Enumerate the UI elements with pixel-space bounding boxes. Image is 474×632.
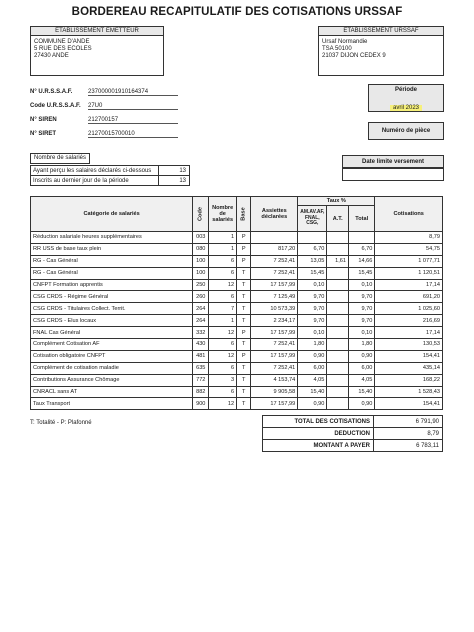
deduction-row	[263, 428, 443, 440]
id-label: N° SIREN	[30, 117, 57, 123]
cell-taux-3: 9,70	[348, 315, 374, 327]
salaries-label: Ayant perçu les salaires déclarés ci-dessous	[31, 166, 159, 176]
salaries-row	[31, 166, 190, 176]
cell-taux-1: 9,70	[298, 303, 327, 315]
piece-label: Numéro de pièce	[381, 128, 431, 134]
cell-cotisations: 1 528,43	[375, 386, 443, 398]
cell-assiette: 7 252,41	[251, 339, 298, 351]
cell-cotisations: 54,75	[375, 243, 443, 255]
cell-categorie: RG - Cas Général	[31, 267, 193, 279]
cell-nombre: 3	[209, 374, 237, 386]
col-header-assiettes: Assiettes déclarées	[251, 197, 298, 232]
montant-label: MONTANT A PAYER	[263, 440, 374, 452]
cell-categorie: Complément Cotisation AF	[31, 339, 193, 351]
cell-base: T	[237, 267, 251, 279]
cell-taux-2	[327, 327, 349, 339]
cell-base: T	[237, 279, 251, 291]
cell-code: 772	[193, 374, 209, 386]
cell-nombre: 12	[209, 279, 237, 291]
cell-assiette: 817,20	[251, 243, 298, 255]
cell-nombre: 6	[209, 339, 237, 351]
cell-assiette: 17 157,99	[251, 327, 298, 339]
cell-taux-1: 13,05	[298, 255, 327, 267]
cell-categorie: CSG CRDS - Elus locaux	[31, 315, 193, 327]
cell-categorie: Cotisation obligatoire CNFPT	[31, 350, 193, 362]
cell-categorie: RG - Cas Général	[31, 255, 193, 267]
cell-taux-1: 15,40	[298, 386, 327, 398]
cell-taux-2	[327, 339, 349, 351]
cell-base: T	[237, 303, 251, 315]
cell-taux-1: 0,10	[298, 279, 327, 291]
cell-assiette: 4 153,74	[251, 374, 298, 386]
cell-assiette: 2 234,17	[251, 315, 298, 327]
cell-cotisations: 17,14	[375, 327, 443, 339]
periode-box	[368, 84, 444, 112]
cell-categorie: CSG CRDS - Régime Général	[31, 291, 193, 303]
cell-taux-1: 0,90	[298, 350, 327, 362]
cell-taux-1: 4,05	[298, 374, 327, 386]
id-label: Code U.R.S.S.A.F.	[30, 103, 81, 109]
cell-assiette	[251, 232, 298, 244]
cell-nombre: 6	[209, 267, 237, 279]
cell-taux-3: 6,00	[348, 362, 374, 374]
cell-taux-3: 6,70	[348, 243, 374, 255]
cell-code: 264	[193, 303, 209, 315]
cell-base: P	[237, 255, 251, 267]
cell-code: 260	[193, 291, 209, 303]
cell-base: T	[237, 398, 251, 410]
cell-code: 080	[193, 243, 209, 255]
cell-assiette: 7 252,41	[251, 255, 298, 267]
cell-base: T	[237, 374, 251, 386]
cell-base: P	[237, 243, 251, 255]
cell-taux-2	[327, 386, 349, 398]
cell-code: 900	[193, 398, 209, 410]
cell-nombre: 1	[209, 315, 237, 327]
cell-nombre: 6	[209, 386, 237, 398]
cell-cotisations: 435,14	[375, 362, 443, 374]
cell-categorie: FNAL Cas Général	[31, 327, 193, 339]
table-row	[31, 303, 443, 315]
cell-base: P	[237, 232, 251, 244]
col-header-base-text: Base	[240, 207, 247, 221]
table-row	[31, 339, 443, 351]
cell-base: T	[237, 339, 251, 351]
cell-cotisations: 691,20	[375, 291, 443, 303]
cell-nombre: 12	[209, 327, 237, 339]
id-row	[30, 113, 190, 127]
cell-assiette: 10 573,39	[251, 303, 298, 315]
table-row	[31, 267, 443, 279]
montant-row	[263, 440, 443, 452]
id-value: 237000001910164374	[88, 89, 178, 96]
salaries-table	[30, 165, 190, 186]
urssaf-box	[318, 26, 444, 76]
cell-categorie: RR USS de base taux plein	[31, 243, 193, 255]
cell-nombre: 12	[209, 398, 237, 410]
cell-cotisations: 154,41	[375, 350, 443, 362]
emitter-line: COMMUNE D'ANDE	[34, 39, 90, 45]
date-limite-value-box	[342, 167, 444, 181]
cell-taux-2	[327, 279, 349, 291]
cell-nombre: 6	[209, 255, 237, 267]
cell-base: T	[237, 315, 251, 327]
cell-taux-3: 1,80	[348, 339, 374, 351]
cell-assiette: 7 252,41	[251, 362, 298, 374]
cell-taux-2	[327, 303, 349, 315]
cell-categorie: Réduction salariale heures supplémentaires	[31, 232, 193, 244]
table-row	[31, 232, 443, 244]
id-label: N° SIRET	[30, 131, 57, 137]
cell-code: 100	[193, 267, 209, 279]
total-value: 6 791,90	[374, 416, 443, 428]
cell-assiette: 17 157,99	[251, 398, 298, 410]
col-header-taux-1: AM.AV.AF, FNAL, CSG,	[298, 206, 327, 232]
cell-taux-3: 4,05	[348, 374, 374, 386]
cell-taux-3: 9,70	[348, 303, 374, 315]
montant-value: 6 783,11	[374, 440, 443, 452]
cell-taux-1: 0,90	[298, 398, 327, 410]
table-row	[31, 374, 443, 386]
cell-taux-1: 9,70	[298, 315, 327, 327]
salaries-label: Inscrits au dernier jour de la période	[31, 176, 159, 186]
total-label: TOTAL DES COTISATIONS	[263, 416, 374, 428]
periode-value: avril 2023	[390, 105, 422, 111]
cell-taux-3: 0,90	[348, 350, 374, 362]
legend: T: Totalité - P: Plafonné	[30, 420, 92, 426]
piece-box	[368, 122, 444, 140]
cell-categorie: CNFPT Formation apprentis	[31, 279, 193, 291]
cell-cotisations: 1 025,60	[375, 303, 443, 315]
cell-cotisations: 1 120,51	[375, 267, 443, 279]
cell-code: 250	[193, 279, 209, 291]
cell-taux-1: 15,45	[298, 267, 327, 279]
urssaf-heading: ETABLISSEMENT URSSAF	[319, 27, 443, 36]
col-header-code-text: Code	[197, 207, 204, 221]
id-label: N° U.R.S.S.A.F.	[30, 89, 73, 95]
table-header-row	[31, 197, 443, 206]
table-row	[31, 243, 443, 255]
id-value: 212700157	[88, 117, 178, 124]
urssaf-line: Ursaf Normandie	[322, 39, 368, 45]
cell-taux-2	[327, 243, 349, 255]
cell-nombre: 12	[209, 350, 237, 362]
table-row	[31, 327, 443, 339]
cotisations-table	[30, 196, 443, 410]
emitter-heading: ETABLISSEMENT EMETTEUR	[31, 27, 163, 36]
table-row	[31, 279, 443, 291]
cell-taux-1: 6,70	[298, 243, 327, 255]
cell-taux-2	[327, 315, 349, 327]
cell-cotisations: 154,41	[375, 398, 443, 410]
col-header-taux-3: Total	[348, 206, 374, 232]
urssaf-line: TSA 50100	[322, 46, 352, 52]
cell-base: P	[237, 350, 251, 362]
salaries-heading: Nombre de salariés	[30, 153, 90, 164]
cell-taux-2	[327, 232, 349, 244]
col-header-code	[193, 197, 209, 232]
cell-cotisations: 168,22	[375, 374, 443, 386]
salaries-block	[30, 146, 190, 186]
col-header-nombre: Nombre de salariés	[209, 197, 237, 232]
cell-nombre: 1	[209, 232, 237, 244]
cell-base: T	[237, 386, 251, 398]
table-body	[31, 232, 443, 410]
salaries-row	[31, 176, 190, 186]
cell-base: P	[237, 327, 251, 339]
cell-taux-1: 9,70	[298, 291, 327, 303]
cell-taux-2	[327, 362, 349, 374]
cell-taux-3: 9,70	[348, 291, 374, 303]
cell-taux-3: 15,45	[348, 267, 374, 279]
cell-cotisations: 1 077,71	[375, 255, 443, 267]
cell-taux-2: 1,61	[327, 255, 349, 267]
table-row	[31, 315, 443, 327]
cell-taux-2	[327, 291, 349, 303]
table-row	[31, 386, 443, 398]
col-header-base	[237, 197, 251, 232]
cell-taux-3: 14,66	[348, 255, 374, 267]
col-header-categorie: Catégorie de salariés	[31, 197, 193, 232]
cell-nombre: 1	[209, 243, 237, 255]
cell-assiette: 9 905,58	[251, 386, 298, 398]
deduction-label: DEDUCTION	[263, 428, 374, 440]
table-row	[31, 255, 443, 267]
cell-code: 264	[193, 315, 209, 327]
cell-taux-3: 0,10	[348, 327, 374, 339]
table-row	[31, 362, 443, 374]
col-header-cotisations: Cotisations	[375, 197, 443, 232]
cell-cotisations: 8,79	[375, 232, 443, 244]
deduction-value: 8,79	[374, 428, 443, 440]
cell-taux-2	[327, 374, 349, 386]
cell-taux-1: 6,00	[298, 362, 327, 374]
col-header-taux: Taux %	[298, 197, 375, 206]
cell-taux-1	[298, 232, 327, 244]
cell-categorie: Complément de cotisation maladie	[31, 362, 193, 374]
cell-taux-2	[327, 267, 349, 279]
cell-assiette: 17 157,99	[251, 350, 298, 362]
cell-nombre: 7	[209, 303, 237, 315]
table-row	[31, 350, 443, 362]
cell-categorie: Taux Transport	[31, 398, 193, 410]
cell-categorie: CNRACL sans AT	[31, 386, 193, 398]
id-value: 27U0	[88, 103, 178, 110]
cell-taux-1: 0,10	[298, 327, 327, 339]
emitter-line: 5 RUE DES ECOLES	[34, 46, 92, 52]
id-row	[30, 85, 190, 99]
emitter-box	[30, 26, 164, 76]
totals-table	[262, 415, 443, 452]
total-row	[263, 416, 443, 428]
cell-nombre: 6	[209, 362, 237, 374]
cell-code: 100	[193, 255, 209, 267]
cell-nombre: 6	[209, 291, 237, 303]
cell-cotisations: 216,69	[375, 315, 443, 327]
cell-categorie: Contributions Assurance Chômage	[31, 374, 193, 386]
cell-taux-3: 0,10	[348, 279, 374, 291]
emitter-line: 27430 ANDE	[34, 53, 69, 59]
cell-code: 481	[193, 350, 209, 362]
ids-block	[30, 85, 190, 141]
id-row	[30, 99, 190, 113]
cell-code: 003	[193, 232, 209, 244]
cell-code: 882	[193, 386, 209, 398]
cell-taux-3: 15,40	[348, 386, 374, 398]
cell-cotisations: 17,14	[375, 279, 443, 291]
cell-taux-3	[348, 232, 374, 244]
cell-taux-3: 0,90	[348, 398, 374, 410]
cell-code: 635	[193, 362, 209, 374]
cell-taux-2	[327, 350, 349, 362]
id-row	[30, 127, 190, 141]
table-row	[31, 398, 443, 410]
cell-assiette: 17 157,99	[251, 279, 298, 291]
periode-label: Période	[394, 87, 417, 93]
date-limite-label: Date limite versement	[361, 159, 425, 165]
cell-taux-2	[327, 398, 349, 410]
page-title: BORDEREAU RECAPITULATIF DES COTISATIONS URSSAF	[71, 6, 403, 18]
cell-assiette: 7 125,49	[251, 291, 298, 303]
urssaf-line: 21037 DIJON CEDEX 9	[322, 53, 386, 59]
cell-base: T	[237, 362, 251, 374]
cell-assiette: 7 252,41	[251, 267, 298, 279]
cell-code: 430	[193, 339, 209, 351]
cell-base: T	[237, 291, 251, 303]
cell-cotisations: 130,53	[375, 339, 443, 351]
id-value: 21270015700010	[88, 131, 178, 138]
salaries-value: 13	[159, 166, 190, 176]
cell-taux-1: 1,80	[298, 339, 327, 351]
col-header-taux-2: A.T.	[327, 206, 349, 232]
cell-categorie: CSG CRDS - Titulaires Collect. Territ.	[31, 303, 193, 315]
cell-code: 332	[193, 327, 209, 339]
salaries-value: 13	[159, 176, 190, 186]
table-row	[31, 291, 443, 303]
